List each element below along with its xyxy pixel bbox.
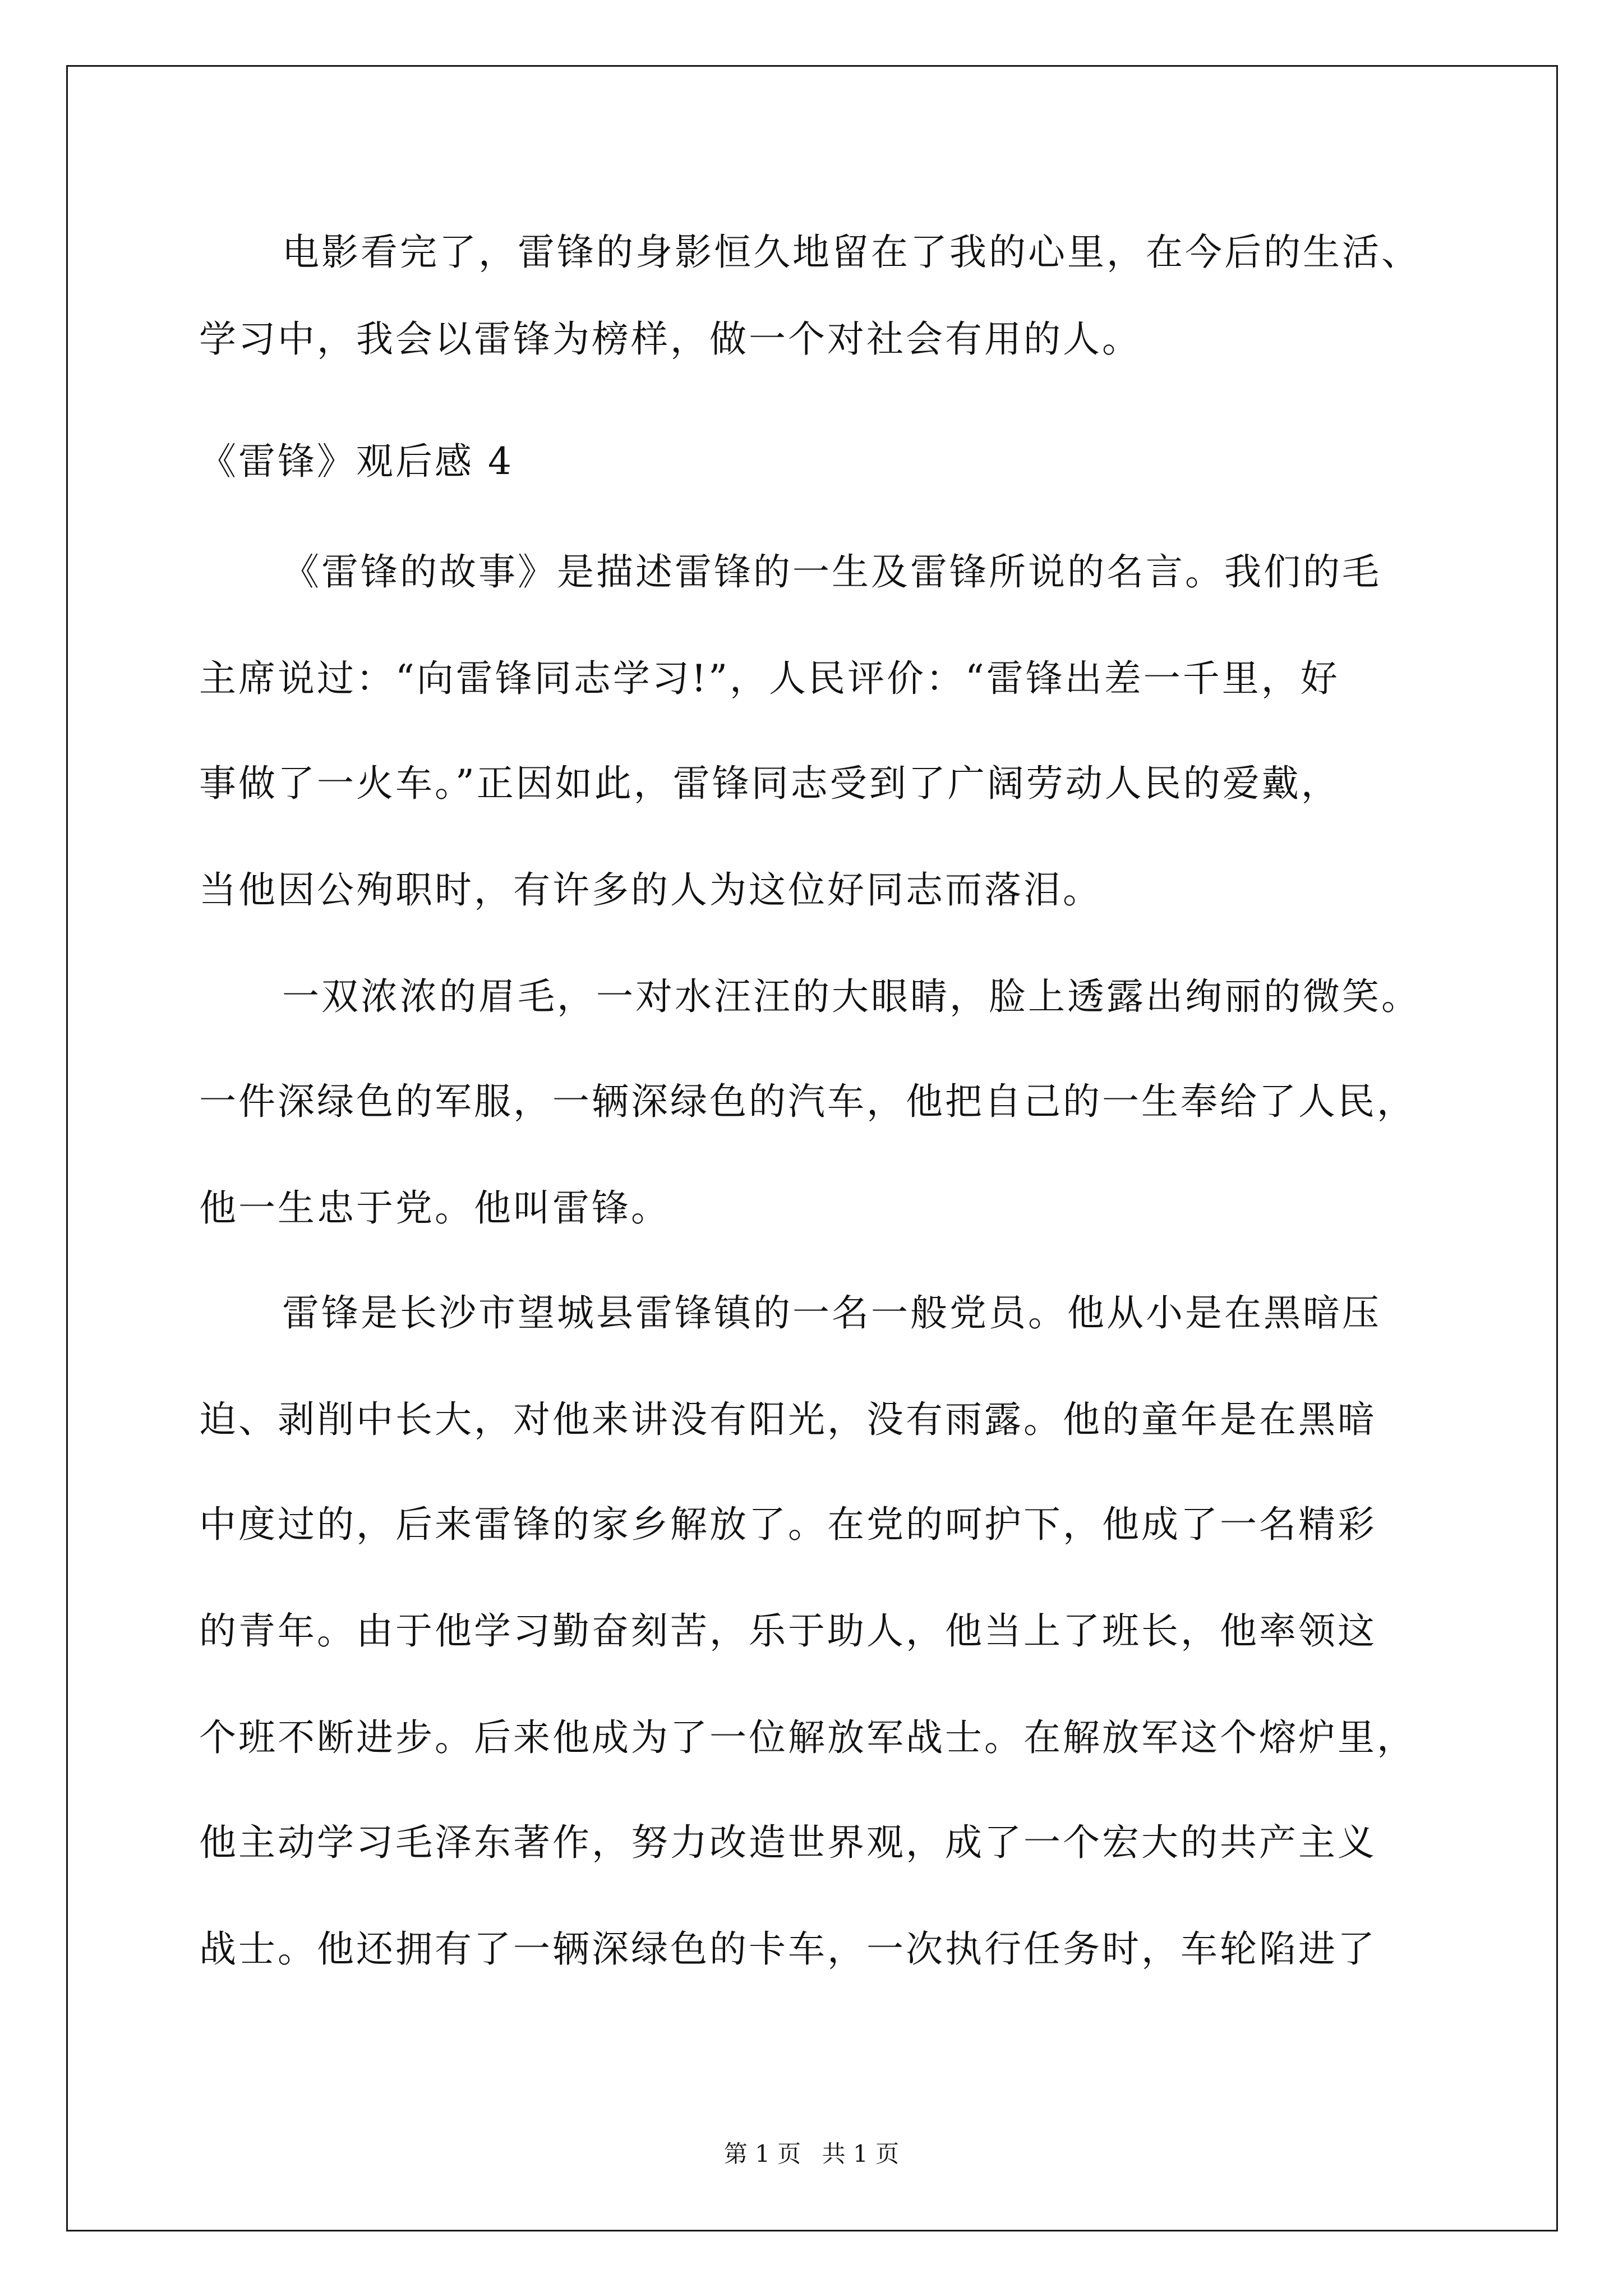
paragraph-line: 一件深绿色的军服，一辆深绿色的汽车，他把自己的一生奉给了人民， [199,1080,1416,1123]
paragraph-line: 事做了一火车。”正因如此，雷锋同志受到了广阔劳动人民的爱戴， [199,762,1340,805]
paragraph-line: 的青年。由于他学习勤奋刻苦，乐于助人，他当上了班长，他率领这 [199,1609,1377,1653]
page-footer [0,2137,1623,2171]
paragraph-line: 他一生忠于党。他叫雷锋。 [199,1186,670,1230]
page-number: 第 1 页 [723,2140,801,2168]
paragraph-line: 雷锋是长沙市望城县雷锋镇的一名一般党员。他从小是在黑暗压 [282,1291,1381,1335]
paragraph-line: 《雷锋的故事》是描述雷锋的一生及雷锋所说的名言。我们的毛 [282,550,1381,593]
paragraph-line: 战士。他还拥有了一辆深绿色的卡车，一次执行任务时，车轮陷进了 [199,1927,1377,1971]
page-border [66,65,1558,2231]
paragraph-line: 迫、剥削中长大，对他来讲没有阳光，没有雨露。他的童年是在黑暗 [199,1398,1377,1441]
page-total: 共 1 页 [822,2140,900,2168]
paragraph-line: 一双浓浓的眉毛，一对水汪汪的大眼睛，脸上透露出绚丽的微笑。 [282,975,1421,1018]
section-heading: 《雷锋》观后感 4 [199,440,514,483]
paragraph-line: 当他因公殉职时，有许多的人为这位好同志而落泪。 [199,868,1102,912]
paragraph-line: 中度过的，后来雷锋的家乡解放了。在党的呵护下，他成了一名精彩 [199,1503,1377,1546]
paragraph-line: 个班不断进步。后来他成为了一位解放军战士。在解放军这个熔炉里， [199,1716,1416,1759]
paragraph-line: 电影看完了，雷锋的身影恒久地留在了我的心里，在今后的生活、 [282,231,1421,274]
paragraph-line: 主席说过：“向雷锋同志学习!”，人民评价：“雷锋出差一千里，好 [199,657,1340,700]
paragraph-line: 他主动学习毛泽东著作，努力改造世界观，成了一个宏大的共产主义 [199,1821,1377,1864]
paragraph-line: 学习中，我会以雷锋为榜样，做一个对社会有用的人。 [199,318,1141,361]
